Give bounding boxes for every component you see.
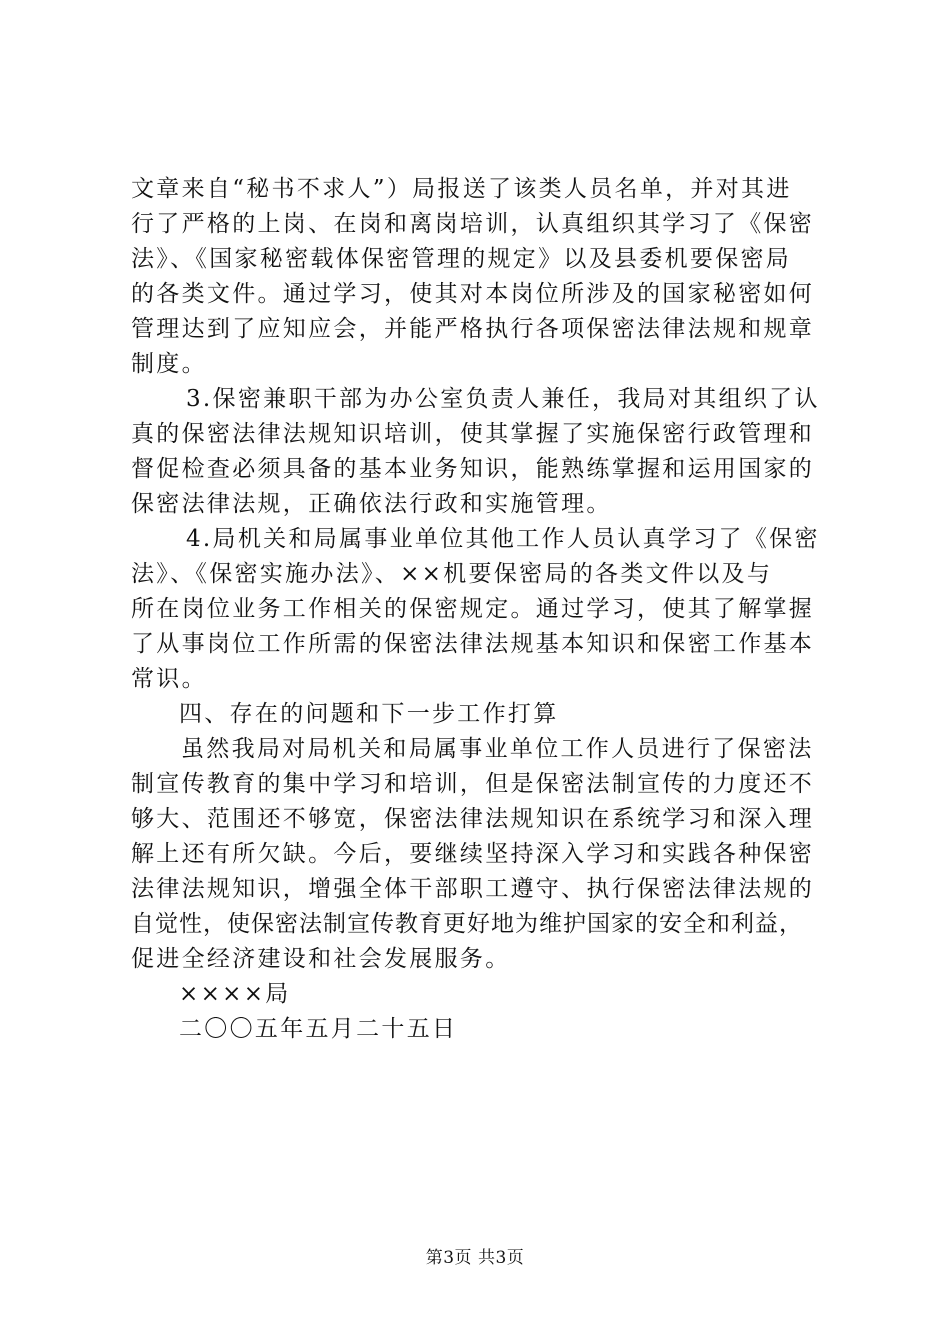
paragraph-line: 解上还有所欠缺。今后，要继续坚持深入学习和实践各种保密 [131,841,815,867]
paragraph-line: 法》、《国家秘密载体保密管理的规定》以及县委机要保密局 [131,246,792,272]
paragraph-line: 保密法律法规，正确依法行政和实施管理。 [131,491,612,517]
paragraph-line: 常识。 [131,666,207,692]
page-number-footer: 第3页 共3页 [425,1248,525,1268]
paragraph-line: 法律法规知识，增强全体干部职工遵守、执行保密法律法规的 [131,876,815,902]
paragraph-line-item-4: 4.局机关和局属事业单位其他工作人员认真学习了《保密 [186,526,820,552]
paragraph-line: 督促检查必须具备的基本业务知识，能熟练掌握和运用国家的 [131,456,815,482]
paragraph-line: 所在岗位业务工作相关的保密规定。通过学习，使其了解掌握 [131,596,815,622]
signature-date: 二〇〇五年五月二十五日 [179,1016,458,1042]
document-body [131,172,831,1047]
paragraph-line: 法》、《保密实施办法》、××机要保密局的各类文件以及与 [131,561,773,587]
signature-organization: ××××局 [179,981,291,1007]
paragraph-line: 管理达到了应知应会，并能严格执行各项保密法律法规和规章 [131,316,815,342]
paragraph-line: 制宣传教育的集中学习和培训，但是保密法制宣传的力度还不 [131,771,815,797]
paragraph-line: 制度。 [131,351,207,377]
paragraph-line: 促进全经济建设和社会发展服务。 [131,946,511,972]
paragraph-line: 虽然我局对局机关和局属事业单位工作人员进行了保密法 [181,736,814,762]
paragraph-line: 自觉性，使保密法制宣传教育更好地为维护国家的安全和利益， [131,911,803,937]
paragraph-line: 文章来自“秘书不求人”）局报送了该类人员名单，并对其进 [131,176,792,202]
paragraph-line: 行了严格的上岗、在岗和离岗培训，认真组织其学习了《保密 [131,211,815,237]
section-heading: 四、存在的问题和下一步工作打算 [179,701,559,727]
paragraph-line: 的各类文件。通过学习，使其对本岗位所涉及的国家秘密如何 [131,281,815,307]
paragraph-line-item-3: 3.保密兼职干部为办公室负责人兼任，我局对其组织了认 [186,386,820,412]
paragraph-line: 真的保密法律法规知识培训，使其掌握了实施保密行政管理和 [131,421,815,447]
paragraph-line: 够大、范围还不够宽，保密法律法规知识在系统学习和深入理 [131,806,815,832]
paragraph-line: 了从事岗位工作所需的保密法律法规基本知识和保密工作基本 [131,631,815,657]
